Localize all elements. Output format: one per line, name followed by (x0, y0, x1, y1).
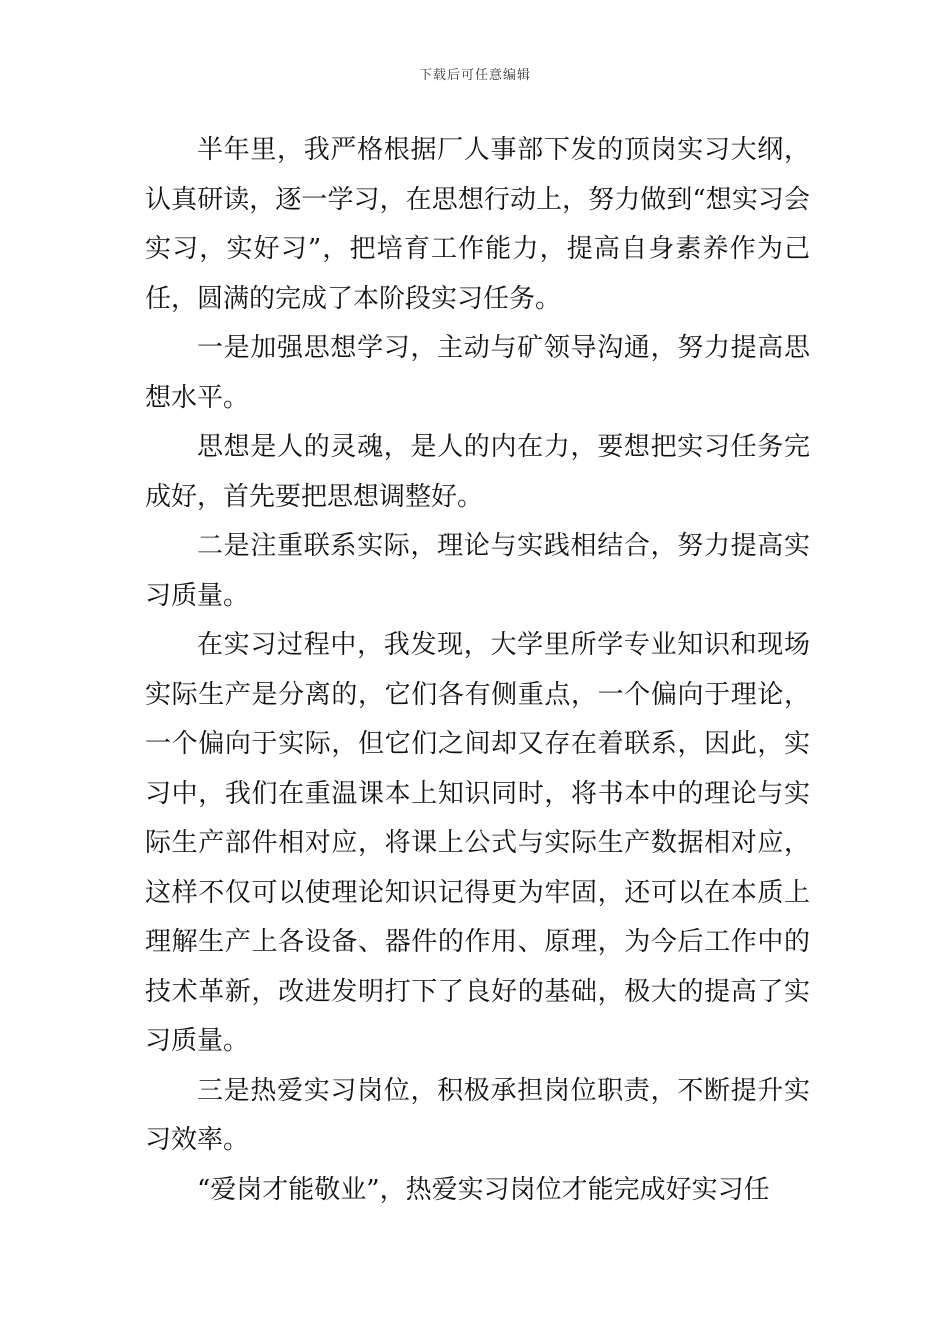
document-body (145, 126, 810, 1215)
page-header-note: 下载后可任意编辑 (418, 68, 531, 83)
paragraph-thought: 思想是人的灵魂，是人的内在力，要想把实习任务完成好，首先要把思想调整好。 (145, 432, 810, 512)
paragraph-point-one: 一是加强思想学习，主动与矿领导沟通，努力提高思想水平。 (145, 333, 810, 413)
paragraph-intro: 半年里，我严格根据厂人事部下发的顶岗实习大纲，认真研读，逐一学习，在思想行动上，努力做到“想实习会实习，实好习”，把培育工作能力，提高自身素养作为己任，圆满的完成了本阶段实习任务。 (145, 135, 810, 314)
paragraph-point-three: 三是热爱实习岗位，积极承担岗位职责，不断提升实习效率。 (145, 1075, 810, 1155)
paragraph-dedication: “爱岗才能敬业”，热爱实习岗位才能完成好实习任 (197, 1174, 770, 1205)
paragraph-point-two: 二是注重联系实际，理论与实践相结合，努力提高实习质量。 (145, 531, 810, 611)
paragraph-practice: 在实习过程中，我发现，大学里所学专业知识和现场实际生产是分离的，它们各有侧重点，一个偏向于理论，一个偏向于实际，但它们之间却又存在着联系，因此，实习中，我们在重温课本上知识同时，将书本中的理论与实际生产部件相对应，将课上公式与实际生产数据相对应，这样不仅可以使理论知识记得更为牢固，还可以在本质上理解生产上各设备、器件的作用、原理，为今后工作中的技术革新，改进发明打下了良好的基础，极大的提高了实习质量。 (145, 630, 810, 1056)
